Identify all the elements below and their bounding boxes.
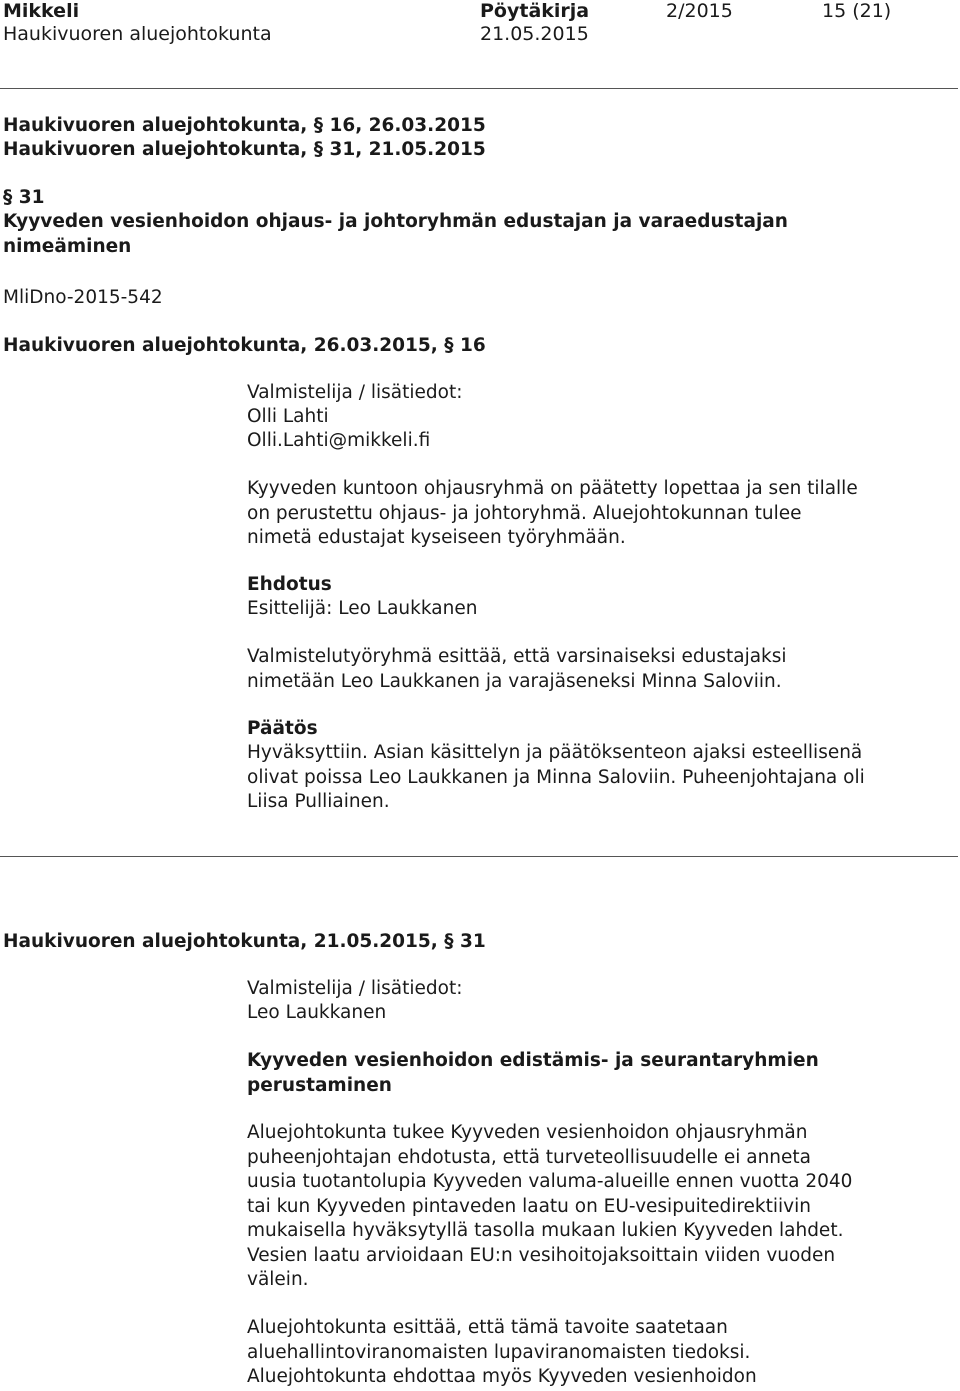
paragraph-line: uusia tuotantolupia Kyyveden valuma-alueille ennen vuotta 2040 [247,1171,853,1192]
doc-type: Pöytäkirja [480,0,590,22]
paragraph-line: tai kun Kyyveden pintaveden laatu on EU-vesipuitedirektiivin [247,1195,811,1217]
body-name: Haukivuoren aluejohtokunta [3,23,272,45]
decision-line: Liisa Pulliainen. [247,791,390,812]
header-divider [0,88,958,89]
history-entry: Haukivuoren aluejohtokunta, § 16, 26.03.2015 [3,115,486,136]
proposal-line: nimetään Leo Laukkanen ja varajäseneksi Minna Saloviin. [247,670,782,692]
paragraph-line: Aluejohtokunta esittää, että tämä tavoite saatetaan [247,1317,728,1338]
proposal-heading: Ehdotus [247,574,332,595]
paragraph-line: Vesien laatu arvioidaan EU:n vesihoitojaksoittain viiden vuoden [247,1244,836,1266]
preparer-label: Valmistelija / lisätiedot: [247,978,463,999]
paragraph-line: puheenjohtajan ehdotusta, että turveteollisuudelle ei anneta [247,1146,811,1168]
preparer-label: Valmistelija / lisätiedot: [247,382,463,403]
intro-line: nimetä edustajat kyseiseen työryhmään. [247,527,626,548]
paragraph-line: mukaisella hyväksytyllä tasolla mukaan lukien Kyyveden lahdet. [247,1220,844,1241]
meeting-heading: Haukivuoren aluejohtokunta, 26.03.2015, § 16 [3,335,486,356]
org-name: Mikkeli [3,0,80,22]
intro-paragraph [247,477,858,551]
subheading-line: perustaminen [247,1074,392,1096]
meeting-date: 21.05.2015 [480,23,589,45]
proposal-paragraph [247,645,787,694]
subheading-line: Kyyveden vesienhoidon edistämis- ja seurantaryhmien [247,1050,819,1071]
paragraph-2 [247,1316,757,1390]
section-title-line: nimeäminen [3,236,132,257]
section-number: § 31 [3,187,45,208]
intro-line: Kyyveden kuntoon ohjausryhmä on päätetty lopettaa ja sen tilalle [247,478,858,499]
paragraph-1 [247,1121,852,1293]
diary-number: MliDno-2015-542 [3,287,163,308]
subheading [247,1049,819,1098]
section-title-line: Kyyveden vesienhoidon ohjaus- ja johtoryhmän edustajan ja varaedustajan [3,211,788,232]
meeting-heading: Haukivuoren aluejohtokunta, 21.05.2015, § 31 [3,931,486,952]
proposal-line: Valmistelutyöryhmä esittää, että varsinaiseksi edustajaksi [247,646,787,667]
preparer-email: Olli.Lahti@mikkeli.fi [247,430,431,451]
paragraph-line: Aluejohtokunta tukee Kyyveden vesienhoidon ohjausryhmän [247,1122,808,1143]
preparer-name: Olli Lahti [247,406,329,427]
decision-line: Hyväksyttiin. Asian käsittelyn ja päätöksenteon ajaksi esteellisenä [247,742,863,763]
paragraph-line: aluehallintoviranomaisten lupaviranomaisten tiedoksi. [247,1341,751,1363]
meeting-divider [0,856,958,857]
presenter: Esittelijä: Leo Laukkanen [247,598,478,619]
decision-heading: Päätös [247,718,318,739]
doc-number: 2/2015 [666,0,733,22]
paragraph-line: välein. [247,1269,309,1290]
intro-line: on perustettu ohjaus- ja johtoryhmä. Aluejohtokunnan tulee [247,502,802,524]
history-entry: Haukivuoren aluejohtokunta, § 31, 21.05.2015 [3,139,486,160]
page-number: 15 (21) [822,0,892,22]
decision-paragraph [247,741,865,815]
paragraph-line: Aluejohtokunta ehdottaa myös Kyyveden vesienhoidon [247,1366,757,1387]
preparer-name: Leo Laukkanen [247,1002,387,1023]
decision-line: olivat poissa Leo Laukkanen ja Minna Saloviin. Puheenjohtajana oli [247,766,865,788]
